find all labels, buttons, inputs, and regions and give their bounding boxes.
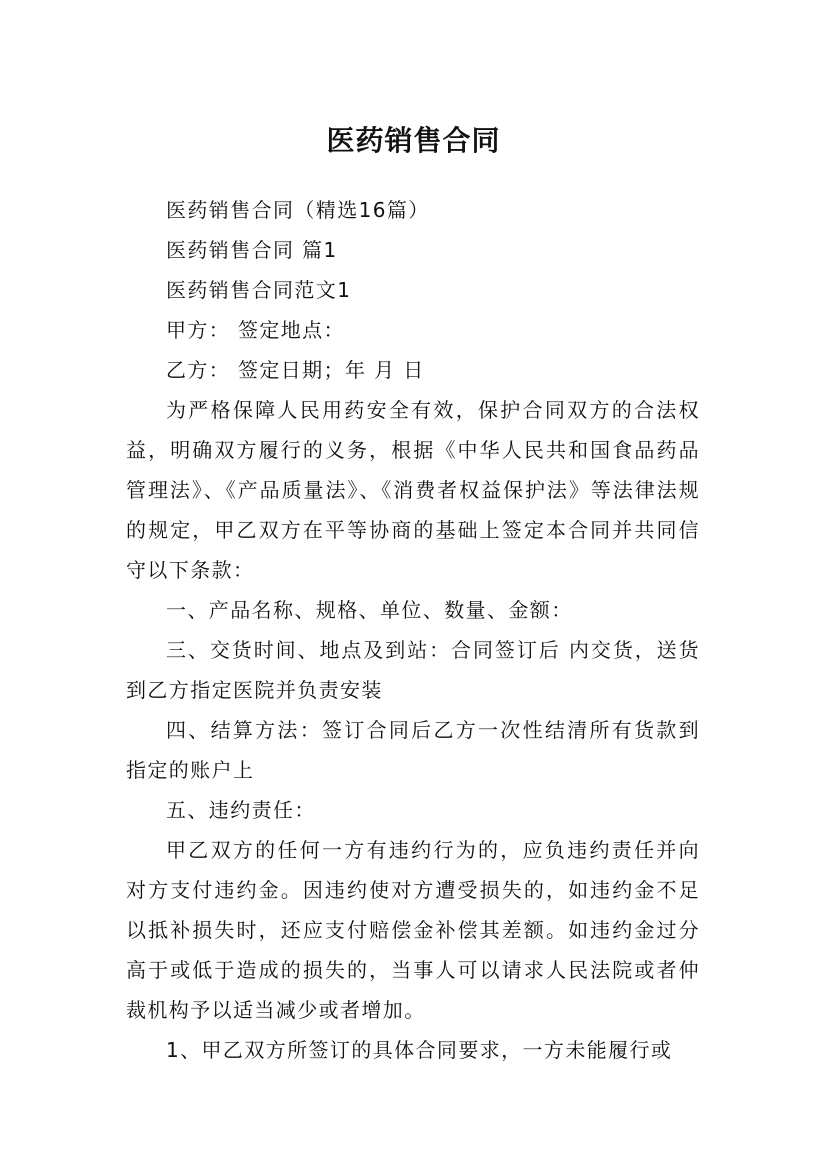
clause-item-1: 1、甲乙双方所签订的具体合同要求，一方未能履行或: [166, 1038, 673, 1062]
paragraph-preamble: 为严格保障人民用药安全有效，保护合同双方的合法权益，明确双方履行的义务，根据《中华人民共和国食品药品管理法》、《产品质量法》、《消费者权益保护法》等法律法规的规定，甲乙双方在平等协商的基础上签定本合同并共同信守以下条款：: [126, 398, 700, 582]
paragraph-section-heading: 医药销售合同 篇1: [166, 238, 338, 262]
party-b-line: 乙方： 签定日期；年 月 日: [166, 358, 425, 382]
document-body: [126, 190, 700, 1070]
clause-liability-body: 甲乙双方的任何一方有违约行为的，应负违约责任并向对方支付违约金。因违约使对方遭受损失的，如违约金不足以抵补损失时，还应支付赔偿金补偿其差额。如违约金过分高于或低于造成的损失的，当事人可以请求人民法院或者仲裁机构予以适当减少或者增加。: [126, 838, 700, 1022]
clause-settlement: 四、结算方法：签订合同后乙方一次性结清所有货款到指定的账户上: [126, 718, 700, 782]
clause-liability-heading: 五、违约责任：: [166, 798, 316, 822]
clause-product: 一、产品名称、规格、单位、数量、金额：: [166, 598, 573, 622]
paragraph-subtitle: 医药销售合同（精选16篇）: [166, 198, 430, 222]
party-a-line: 甲方： 签定地点：: [166, 318, 345, 342]
paragraph-sample-heading: 医药销售合同范文1: [166, 278, 352, 302]
clause-delivery: 三、交货时间、地点及到站：合同签订后 内交货，送货到乙方指定医院并负责安装: [126, 638, 700, 702]
document-title: 医药销售合同: [326, 123, 501, 157]
